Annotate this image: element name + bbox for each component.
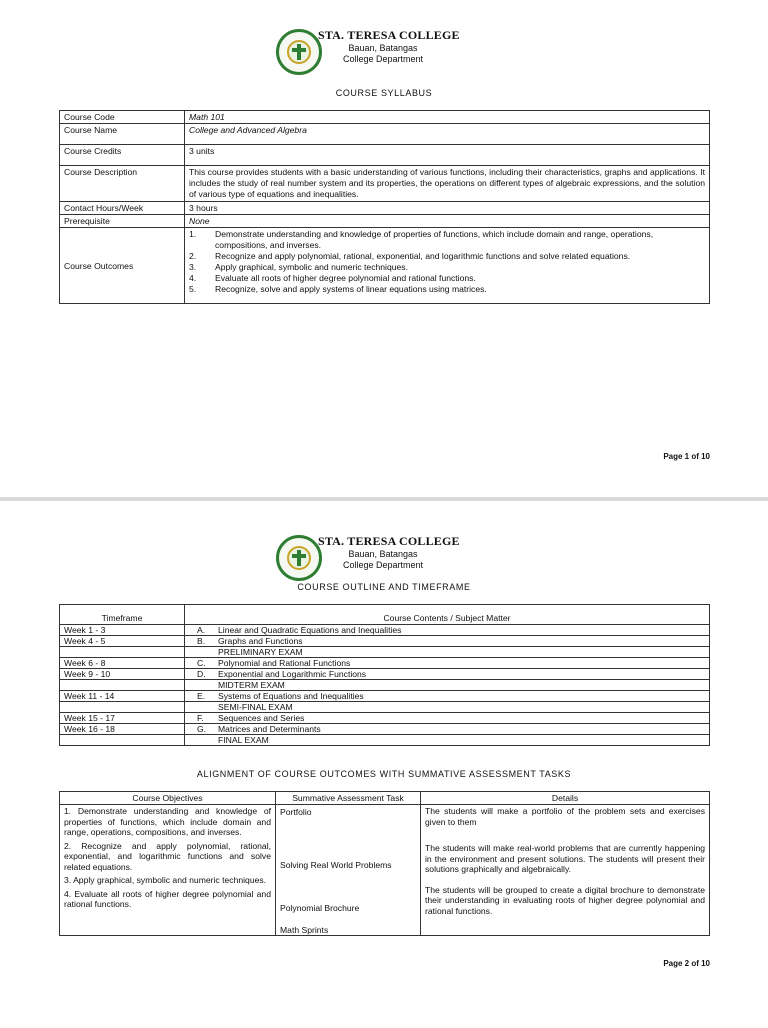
contents-header: Course Contents / Subject Matter bbox=[185, 605, 710, 625]
details-header: Details bbox=[421, 792, 710, 805]
content-text: MIDTERM EXAM bbox=[218, 680, 285, 690]
content-text: Linear and Quadratic Equations and Inequalities bbox=[218, 625, 402, 635]
detail-item: The students will be grouped to create a digital brochure to demonstrate their understanding in evaluating roots of higher degree polynomial and rational functions. bbox=[425, 884, 705, 916]
detail-item: The students will make real-world problems that are currently happening in the environment and present solutions. The students will present their solutions graphically and algebraically. bbox=[425, 843, 705, 874]
table-row bbox=[60, 669, 710, 680]
content-cell bbox=[185, 669, 710, 680]
course-code-label: Course Code bbox=[60, 111, 185, 124]
table-row bbox=[60, 145, 710, 166]
content-cell bbox=[185, 680, 710, 691]
course-name-value: College and Advanced Algebra bbox=[185, 124, 710, 145]
college-name: STA. TERESA COLLEGE bbox=[318, 28, 460, 42]
objectives-cell bbox=[60, 805, 276, 936]
content-letter: D. bbox=[197, 669, 206, 679]
prerequisite-value: None bbox=[185, 215, 710, 228]
timeframe-cell: Week 15 - 17 bbox=[60, 713, 185, 724]
table-row bbox=[60, 228, 710, 304]
content-letter: A. bbox=[197, 625, 206, 635]
course-code-value: Math 101 bbox=[185, 111, 710, 124]
content-text: Matrices and Determinants bbox=[218, 724, 321, 734]
content-letter: B. bbox=[197, 636, 206, 646]
table-row bbox=[60, 636, 710, 647]
content-cell bbox=[185, 724, 710, 735]
detail-item: The students will make a portfolio of the problem sets and exercises given to them bbox=[425, 806, 705, 827]
syllabus-page-2 bbox=[0, 497, 768, 1028]
timeframe-cell bbox=[60, 735, 185, 746]
table-row bbox=[60, 215, 710, 228]
list-item: 1. Demonstrate understanding and knowledge of properties of functions, which include domain and range, operations, compositions, and inverses. bbox=[189, 229, 654, 250]
task-item: Portfolio bbox=[280, 807, 312, 817]
list-item: 3. Apply graphical, symbolic and numeric techniques. bbox=[189, 262, 408, 272]
objective-item: 2. Recognize and apply polynomial, rational, exponential, and logarithmic functions and solve related equations. bbox=[64, 840, 271, 872]
timeframe-cell bbox=[60, 647, 185, 658]
course-outcomes-label: Course Outcomes bbox=[60, 228, 185, 304]
table-row bbox=[60, 702, 710, 713]
course-description-label: Course Description bbox=[60, 166, 185, 202]
content-cell bbox=[185, 647, 710, 658]
objective-item: 1. Demonstrate understanding and knowledge of properties of functions, which include domain and range, operations, compositions, and inverses. bbox=[64, 806, 271, 837]
content-cell bbox=[185, 636, 710, 647]
table-row bbox=[60, 658, 710, 669]
page-number: Page 1 of 10 bbox=[663, 452, 710, 461]
content-text: Exponential and Logarithmic Functions bbox=[218, 669, 367, 679]
college-name: STA. TERESA COLLEGE bbox=[318, 534, 460, 548]
contact-hours-label: Contact Hours/Week bbox=[60, 202, 185, 215]
list-item: 2. Recognize and apply polynomial, rational, exponential, and logarithmic functions and solve related equations. bbox=[189, 251, 631, 261]
prerequisite-label: Prerequisite bbox=[60, 215, 185, 228]
content-cell bbox=[185, 658, 710, 669]
task-item: Polynomial Brochure bbox=[280, 903, 360, 913]
details-cell bbox=[421, 805, 710, 936]
timeframe-cell: Week 11 - 14 bbox=[60, 691, 185, 702]
course-name-label: Course Name bbox=[60, 124, 185, 145]
table-row bbox=[60, 647, 710, 658]
content-text: Systems of Equations and Inequalities bbox=[218, 691, 364, 701]
table-row bbox=[60, 805, 710, 936]
timeframe-cell: Week 9 - 10 bbox=[60, 669, 185, 680]
task-item: Math Sprints bbox=[280, 925, 329, 935]
content-cell bbox=[185, 625, 710, 636]
outline-title: COURSE OUTLINE AND TIMEFRAME bbox=[297, 582, 471, 592]
content-cell bbox=[185, 691, 710, 702]
table-row bbox=[60, 691, 710, 702]
tasks-cell bbox=[276, 805, 421, 936]
content-text: Polynomial and Rational Functions bbox=[218, 658, 351, 668]
list-item: 4. Evaluate all roots of higher degree polynomial and rational functions. bbox=[189, 273, 476, 283]
college-department: College Department bbox=[342, 560, 424, 570]
content-text: PRELIMINARY EXAM bbox=[218, 647, 303, 657]
content-cell bbox=[185, 735, 710, 746]
content-letter: G. bbox=[197, 724, 207, 734]
task-item: Solving Real World Problems bbox=[280, 860, 392, 870]
alignment-table bbox=[59, 791, 710, 936]
course-description-value: This course provides students with a basic understanding of various functions, including their characteristics, graphs and applications. It includes the study of real number system and its properties, the operations on different types of algebraic expressions, and the solution of various type of equations and inequalities. bbox=[185, 166, 710, 202]
content-text: FINAL EXAM bbox=[218, 735, 269, 745]
syllabus-page-1 bbox=[0, 0, 768, 497]
content-text: Sequences and Series bbox=[218, 713, 305, 723]
timeframe-cell: Week 1 - 3 bbox=[60, 625, 185, 636]
timeframe-cell bbox=[60, 702, 185, 713]
course-info-table bbox=[59, 110, 710, 304]
content-cell bbox=[185, 713, 710, 724]
table-row bbox=[60, 625, 710, 636]
table-header-row bbox=[60, 605, 710, 625]
timeframe-cell bbox=[60, 680, 185, 691]
timeframe-cell: Week 6 - 8 bbox=[60, 658, 185, 669]
course-credits-label: Course Credits bbox=[60, 145, 185, 166]
table-row bbox=[60, 202, 710, 215]
table-row bbox=[60, 680, 710, 691]
alignment-title: ALIGNMENT OF COURSE OUTCOMES WITH SUMMATIVE ASSESSMENT TASKS bbox=[196, 769, 572, 779]
course-credits-value: 3 units bbox=[185, 145, 710, 166]
table-row bbox=[60, 166, 710, 202]
table-row bbox=[60, 111, 710, 124]
task-header: Summative Assessment Task bbox=[276, 792, 421, 805]
course-outline-table bbox=[59, 604, 710, 746]
table-header-row bbox=[60, 792, 710, 805]
content-text: Graphs and Functions bbox=[218, 636, 303, 646]
content-letter: C. bbox=[197, 658, 206, 668]
timeframe-header: Timeframe bbox=[60, 605, 185, 625]
page-title: COURSE SYLLABUS bbox=[335, 88, 433, 98]
table-row bbox=[60, 724, 710, 735]
table-row bbox=[60, 735, 710, 746]
college-department: College Department bbox=[342, 54, 424, 64]
content-cell bbox=[185, 702, 710, 713]
college-address: Bauan, Batangas bbox=[348, 43, 418, 53]
objective-item: 3. Apply graphical, symbolic and numeric techniques. bbox=[64, 875, 267, 885]
table-row bbox=[60, 713, 710, 724]
content-letter: F. bbox=[197, 713, 204, 723]
college-address: Bauan, Batangas bbox=[348, 549, 418, 559]
table-row bbox=[60, 124, 710, 145]
content-letter: E. bbox=[197, 691, 206, 701]
objective-item: 4. Evaluate all roots of higher degree polynomial and rational functions. bbox=[64, 888, 271, 909]
content-text: SEMI-FINAL EXAM bbox=[218, 702, 293, 712]
course-outcomes-list bbox=[185, 228, 710, 304]
contact-hours-value: 3 hours bbox=[185, 202, 710, 215]
objectives-header: Course Objectives bbox=[60, 792, 276, 805]
list-item: 5. Recognize, solve and apply systems of linear equations using matrices. bbox=[189, 284, 487, 294]
timeframe-cell: Week 4 - 5 bbox=[60, 636, 185, 647]
timeframe-cell: Week 16 - 18 bbox=[60, 724, 185, 735]
page-number: Page 2 of 10 bbox=[663, 959, 710, 968]
